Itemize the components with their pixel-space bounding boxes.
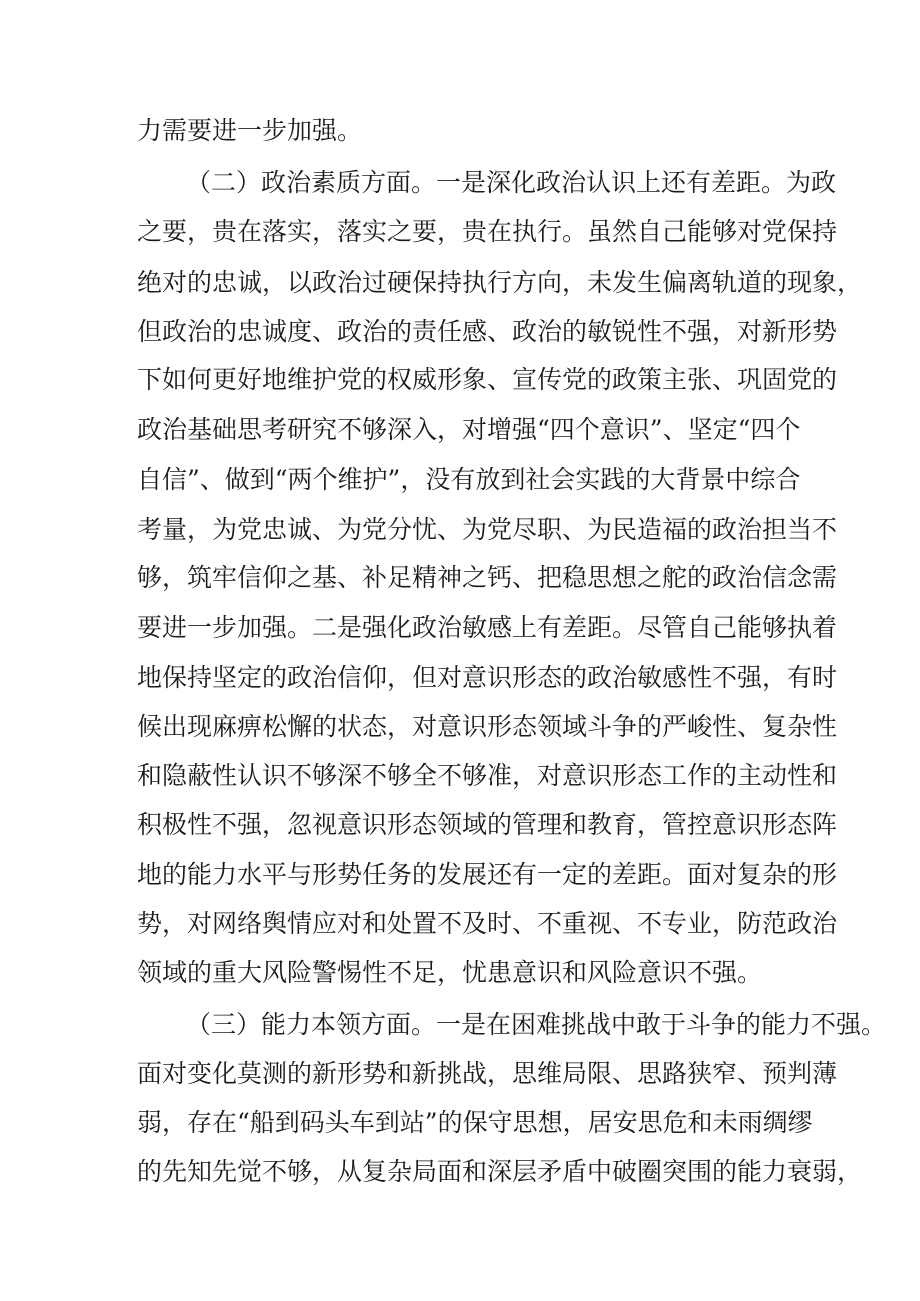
text-line-10: 够，筑牢信仰之基、补足精神之钙、把稳思想之舵的政治信念需: [137, 563, 838, 592]
text-line-17: 势，对网络舆情应对和处置不及时、不重视、不专业，防范政治: [137, 909, 838, 938]
text-line-19-paragraph-start: （三）能力本领方面。一是在困难挑战中敢于斗争的能力不强。: [186, 1010, 887, 1039]
text-line-15: 积极性不强，忽视意识形态领域的管理和教育，管控意识形态阵: [137, 810, 838, 839]
text-line-13: 候出现麻痹松懈的状态，对意识形态领域斗争的严峻性、复杂性: [137, 712, 838, 741]
text-line-7: 政治基础思考研究不够深入，对增强“四个意识”、坚定“四个: [137, 415, 801, 444]
text-line-2-paragraph-start: （二）政治素质方面。一是深化政治认识上还有差距。为政: [186, 168, 837, 197]
text-line-4: 绝对的忠诚，以政治过硬保持执行方向，未发生偏离轨道的现象，: [137, 268, 863, 297]
text-line-1: 力需要进一步加强。: [137, 116, 363, 145]
text-line-9: 考量，为党忠诚、为党分忧、为党尽职、为民造福的政治担当不: [137, 515, 838, 544]
text-line-20: 面对变化莫测的新形势和新挑战，思维局限、思路狭窄、预判薄: [137, 1059, 838, 1088]
text-line-14: 和隐蔽性认识不够深不够全不够准，对意识形态工作的主动性和: [137, 761, 838, 790]
text-line-11: 要进一步加强。二是强化政治敏感上有差距。尽管自己能够执着: [137, 613, 838, 642]
text-line-8: 自信”、做到“两个维护”，没有放到社会实践的大背景中综合: [137, 465, 801, 494]
text-line-6: 下如何更好地维护党的权威形象、宣传党的政策主张、巩固党的: [137, 365, 838, 394]
text-line-3: 之要，贵在落实，落实之要，贵在执行。虽然自己能够对党保持: [137, 217, 838, 246]
text-line-22: 的先知先觉不够，从复杂局面和深层矛盾中破圈突围的能力衰弱，: [137, 1157, 863, 1186]
text-line-18: 领域的重大风险警惕性不足，忧患意识和风险意识不强。: [137, 958, 763, 987]
text-line-21: 弱，存在“船到码头车到站”的保守思想，居安思危和未雨绸缪: [137, 1108, 813, 1137]
text-line-16: 地的能力水平与形势任务的发展还有一定的差距。面对复杂的形: [137, 860, 838, 889]
text-line-5: 但政治的忠诚度、政治的责任感、政治的敏锐性不强，对新形势: [137, 317, 838, 346]
text-line-12: 地保持坚定的政治信仰，但对意识形态的政治敏感性不强，有时: [137, 663, 838, 692]
